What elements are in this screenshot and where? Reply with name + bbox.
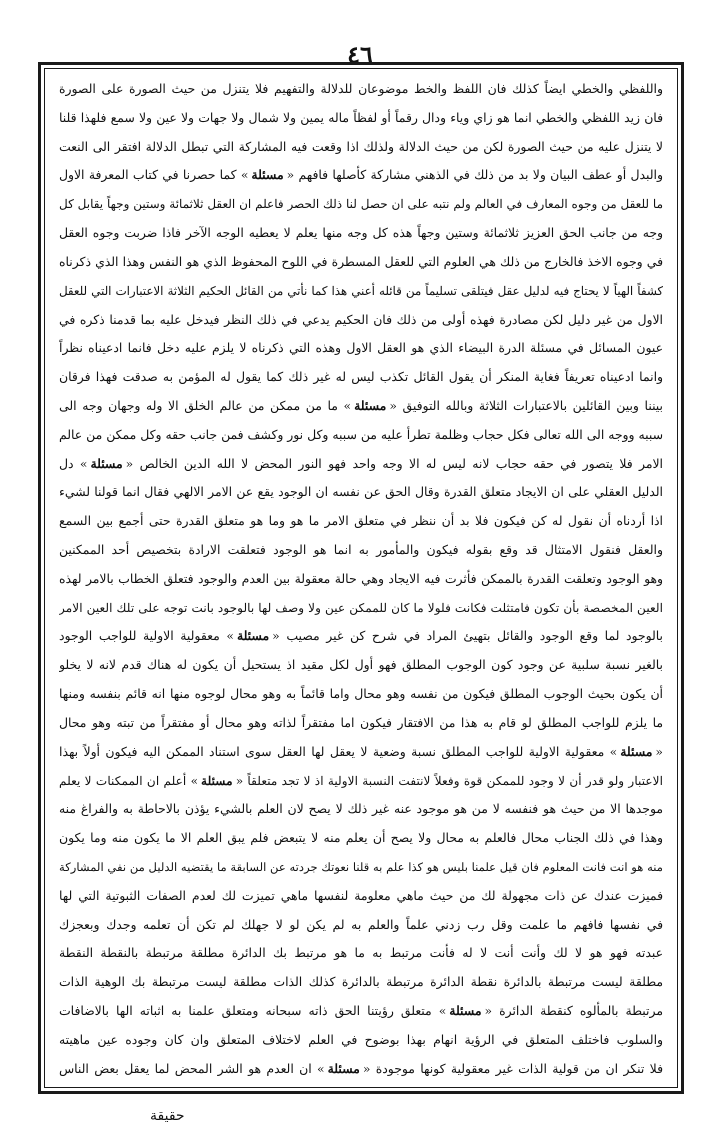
text-segment: وهذا في ذلك الجناب محال فالعلم به محال ولا يصح أن يعلم منه لا يتبعض فلم يبق العلم الا ما يكون منه وما يكون: [59, 830, 663, 846]
masala-heading: مسئلة: [251, 167, 284, 183]
text-line: [59, 655, 663, 675]
text-line: والبدل أو عطف البيان ولا بد من ذلك في الذهني مشاركة كأصلها فافهم «مسئلة» كما حصرنا في كتاب المعرفة الاول: [59, 165, 663, 185]
text-line: بالوجود لما وقع الوجود والقائل بتهيئ المراد في شرح كن غير مصيب «مسئلة» معقولية الاولية للواجب الوجود: [59, 626, 663, 646]
text-segment: وانما ادعيناه تعريفاً فغاية المنكر أن يقول القائل تكذب ليس له غير ذلك كما يقول له المؤمن به صدقت فهذا فرقان: [59, 369, 663, 385]
main-text: [59, 79, 663, 1079]
text-segment: فان زيد اللفظي والخطي انما هو زاي وياء ودال رقماً أو لفظاً ماله يمين ولا شمال ولا جهات ولا عين ولا سمع فلهذا قلنا: [59, 109, 663, 125]
text-segment: واللفظي والخطي ايضاً كذلك فان اللفظ والخط موضوعان للدلالة والتفهيم فلا يتنزل من حيث الصورة على الصورة: [59, 81, 663, 96]
text-line: [59, 943, 663, 963]
text-line: [59, 828, 663, 848]
page-number: ٤٦: [347, 40, 373, 69]
text-line: فلا تنكر ان من قولية الذات غير معقولية كونها موجودة «مسئلة» ان العدم هو الشر المحض لما يعقل بعض الناس: [59, 1059, 663, 1079]
text-segment: مطلقة ليست مرتبطة بالدائرة نقطة الدائرة مرتبطة بالدائرة كذلك الذات مطلقة ليست مرتبطة بك الوهية الذات: [59, 974, 663, 990]
text-segment: الاعتبار ولو قدر أن لا وجود للممكن قوة وفعلاً لانتفت النسبة الاولية اذ لا تجد متعلقاً: [247, 773, 663, 788]
masala-heading: مسئلة: [620, 743, 653, 759]
text-line: [59, 857, 663, 877]
text-segment: بالغير نسبة سلبية عن وجود كون الوجوب المطلق فهو أول لكل مقيد اذ يستحيل أن يكون له هناك قدم لانه لا يخلو: [59, 657, 663, 673]
text-line: [59, 886, 663, 906]
text-segment: العين المخصصة بأن تكون فامتثلت فكانت فلولا ما كان للممكن عين ولا وصف لها بالوجود بانت توجه على تلك العين الامر: [59, 600, 663, 615]
text-segment: كما حصرنا في كتاب المعرفة الاول: [59, 167, 237, 183]
text-segment: الدليل العقلي على ان الايجاد متعلق القدرة وقال الحق عن نفسه ان الوجود يقع عن الامر الالهي فقال انما قولنا لشيء: [59, 484, 663, 500]
text-segment: سببه ووجه الى الله تعالى فكل حجاب وظلمة تطرأ عليه من سببه وكل نور وكشف فمن جانب حقه وكل ممكن من عالم: [59, 426, 663, 442]
text-line: [59, 252, 663, 272]
text-frame: [44, 68, 678, 1088]
text-segment: معقولية الاولية للواجب الوجود: [59, 628, 220, 644]
text-segment: وجه من جانب الحق العزيز ثلاثمائة وستين وجهاً هذه كل وجه منها يعلم لا يعطيه الوجه الآخر فاذا ضربت وجوه العقل: [59, 225, 663, 241]
text-segment: أعلم ان الممكنات لا يعلم: [59, 773, 187, 788]
text-line: [59, 281, 663, 301]
masala-heading: مسئلة: [354, 397, 387, 413]
text-segment: والسلوب فاختلف المتعلق في الرؤية انهام بهذا بوضوح في العلم لاختلاف المتعلق وان كان وجوده عين ماهيته: [59, 1031, 663, 1047]
text-segment: عبدته فهو هو لا لك وأنت أنت لا له فأنت مرتبط به ما هو مرتبط بك الدائرة مطلقة مرتبطة بالنقطة النقطة: [59, 945, 663, 961]
text-segment: في وجوه الاخذ فالخارج من ذلك هي العلوم التي للعقل المسطرة في اللوح المحفوظ الذي هو النفس وهذا الذي ذكرناه: [59, 253, 663, 269]
text-line: [59, 915, 663, 935]
text-line: [59, 194, 663, 214]
masala-heading: مسئلة: [90, 455, 123, 471]
text-line: [59, 799, 663, 819]
masala-heading: مسئلة: [236, 628, 270, 644]
text-segment: دل: [59, 455, 74, 471]
text-line: [59, 79, 663, 99]
text-segment: موجدها الا من حيث هو فنفسه لا من هو موجود عنه غير ذلك لا يصح لان العلم بالشيء يؤذن بالاحاطة به والفراغ منه: [59, 801, 663, 817]
text-line: [59, 338, 663, 358]
text-line: [59, 482, 663, 502]
text-segment: ما من ممكن من عالم الخلق الا وله وجهان وجه الى: [59, 397, 338, 413]
text-line: مرتبطة بالمألوه كنقطة الدائرة «مسئلة» متعلق رؤيتنا الحق ذاته سبحانه ومتعلق علمنا به اثباته الها بالاضافات: [59, 1001, 663, 1021]
text-segment: كشفاً الهياً لا يحتاج فيه لدليل عقل فيتلقى تسليماً من قائله أعني هذا كما نأتي من القائل الحكيم الثلاثة الاعتبارات التي للعقل: [59, 283, 663, 298]
text-line: [59, 511, 663, 531]
text-segment: منه هو انت فانت المعلوم فان قيل علمنا بليس هو كذا علم به قلنا نعوتك جردته عن السابقة ما يقتضيه الدليل من نفي المشاركة: [59, 859, 663, 874]
text-segment: بيننا وبين القائلين بالاعتبارات الثلاثة وبالله التوفيق: [402, 397, 663, 413]
text-line: [59, 108, 663, 128]
text-segment: مرتبطة بالمألوه كنقطة الدائرة: [499, 1003, 663, 1018]
masala-heading: مسئلة: [327, 1060, 360, 1076]
text-line: [59, 137, 663, 157]
text-segment: بالوجود لما وقع الوجود والقائل بتهيئ المراد في شرح كن غير مصيب: [286, 628, 663, 644]
text-line: [59, 540, 663, 560]
text-line: [59, 425, 663, 445]
text-line: الامر فلا يتصور في حقه حجاب لانه ليس له الا وجه واحد فهو النور المحض لا الله الدين الخالص «مسئلة» دل: [59, 454, 663, 474]
text-segment: ما يلزم للواجب المطلق لو قام به هذا من الافتقار فيكون اما مفتقراً لذاته وهو محال أو مفتقراً من تبته وهو محال: [59, 714, 663, 730]
text-segment: متعلق رؤيتنا الحق ذاته سبحانه ومتعلق علمنا به اثباته الها بالاضافات: [59, 1003, 432, 1018]
text-line: «مسئلة» معقولية الاولية للواجب المطلق نسبة وضعية لا يعقل لها العقل سوى استناد الممكن اليه فيكون أولاً بهذا: [59, 742, 663, 762]
catchword: حقيقة: [150, 1108, 185, 1124]
masala-heading: مسئلة: [449, 1003, 482, 1018]
text-line: [59, 310, 663, 330]
text-segment: والبدل أو عطف البيان ولا بد من ذلك في الذهني مشاركة كأصلها فافهم: [298, 167, 663, 183]
text-segment: فلا تنكر ان من قولية الذات غير معقولية كونها موجودة: [375, 1060, 663, 1076]
text-line: بيننا وبين القائلين بالاعتبارات الثلاثة وبالله التوفيق «مسئلة» ما من ممكن من عالم الخلق الا وله وجهان وجه الى: [59, 396, 663, 416]
text-segment: ما للعقل من وجوه المعارف في العالم ولم نتبه على ان حصل لنا ذلك الحصر فاعلم ان العقل ثلاثمائة وستين وجهاً يقابل كل: [59, 197, 663, 212]
text-segment: الاول من غير دليل لكن مصادرة فهذه أولى من ذلك فان الحكيم يدعي في ذلك النظر فيدخل عليه بما قدمنا ذكره في: [59, 311, 663, 327]
masala-heading: مسئلة: [201, 773, 233, 788]
text-line: [59, 598, 663, 618]
text-segment: فميزت عندك عن ذات مجهولة لك من حيث ماهي معلومة لنفسها ماهي تميزت لك لعدم الصفات الثبوتية التي لها: [59, 887, 663, 903]
text-line: [59, 684, 663, 704]
text-line: [59, 223, 663, 243]
text-line: [59, 972, 663, 992]
text-segment: لا يتنزل عليه من حيث الصورة لكن من حيث الدلالة ولذلك اذا وقعت فيه المشاركة التي تبطل الدلالة افتقر الى النعت: [59, 138, 663, 154]
text-segment: وهو الوجود وتعلقت القدرة بالممكن فأثرت فيه الايجاد وهي حالة معقولة بين العدم والوجود فتعلق الخطاب بالامر لهذه: [59, 570, 663, 586]
text-segment: والعقل فنقول الامتثال قد وقع بقوله فيكون والمأمور به انما هو الوجود فتعلقت الارادة بتخصيص أحد الممكنين: [59, 542, 663, 557]
text-segment: اذا أردناه أن نقول له كن فيكون فلا بد أن ننظر في متعلق الامر ما هو وما هو متعلق القدرة حتى أجمع بين السمع: [59, 513, 663, 529]
text-segment: معقولية الاولية للواجب المطلق نسبة وضعية لا يعقل لها العقل سوى استناد الممكن اليه فيكون أولاً بهذا: [59, 743, 605, 759]
text-line: [59, 367, 663, 387]
text-line: [59, 1030, 663, 1050]
text-segment: الامر فلا يتصور في حقه حجاب لانه ليس له الا وجه واحد فهو النور المحض لا الله الدين الخالص: [139, 455, 663, 471]
text-line: الاعتبار ولو قدر أن لا وجود للممكن قوة وفعلاً لانتفت النسبة الاولية اذ لا تجد متعلقاً «مسئلة» أعلم ان الممكنات لا يعلم: [59, 771, 663, 791]
text-line: [59, 569, 663, 589]
text-segment: أن يكون بحيث الوجوب المطلق فيكون من نفسه وهو محال واما قائماً به وهو محال لوجوه منها انه قائم بنفسه ومنها: [59, 686, 663, 702]
text-line: [59, 713, 663, 733]
text-segment: عيون المسائل في مسئلة الدرة البيضاء الذي هو العقل الاول وهذه التي ذكرناه لا يلزم عليه دخل فانما ادعيناه نظراً: [59, 340, 663, 356]
text-segment: ان العدم هو الشر المحض لما يعقل بعض الناس: [59, 1060, 312, 1076]
text-segment: في نفسها فافهم ما علمت وقل رب زدني علماً والعلم به لم يكن لو لا جهلك لم تكن أن تعلمه وجدك وبعجزك: [59, 916, 663, 932]
